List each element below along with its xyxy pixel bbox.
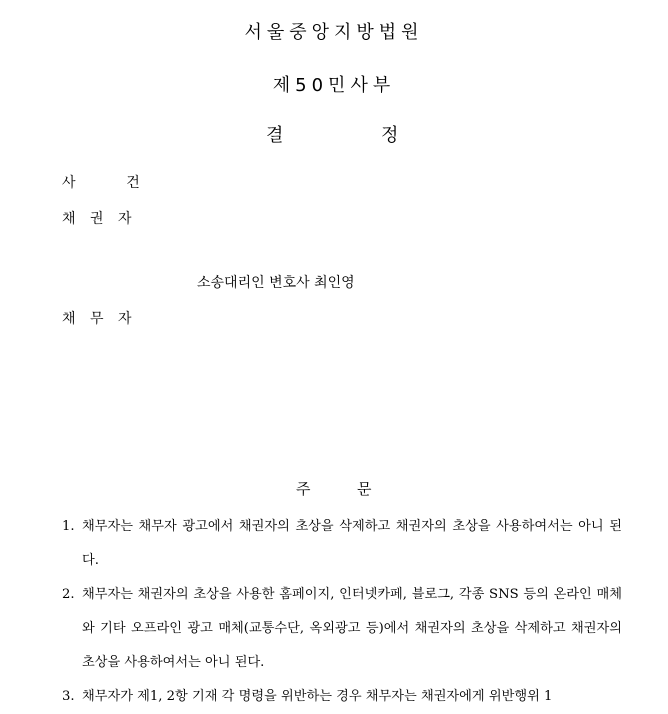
case-label: 사 건 (62, 175, 140, 191)
order-item-text: 채무자는 채권자의 초상을 사용한 홈페이지, 인터넷카페, 블로그, 각종 SNS 등의 온라인 매체와 기타 오프라인 광고 매체(교통수단, 옥외광고 등)에서 채권자의 초상을 삭제하고 채권자의 초상을 사용하여서는 아니 된다. (82, 587, 622, 670)
order-item-number: 2. (62, 587, 75, 602)
order-heading (0, 478, 668, 502)
creditor-agent: 소송대리인 변호사 최인영 (197, 275, 355, 291)
order-heading-char-1: 주 (296, 480, 311, 498)
document-type (0, 121, 668, 145)
order-item (62, 680, 622, 714)
order-item (62, 510, 622, 578)
order-item-text: 채무자는 채무자 광고에서 채권자의 초상을 삭제하고 채권자의 초상을 사용하여서는 아니 된다. (82, 519, 622, 568)
order-heading-char-2: 문 (357, 480, 372, 498)
order-item-number: 1. (62, 519, 75, 534)
document-type-char-1: 결 (266, 125, 284, 146)
order-item-text: 채무자가 제1, 2항 기재 각 명령을 위반하는 경우 채무자는 채권자에게 위반행위 1 (82, 689, 553, 704)
document-type-char-2: 정 (381, 125, 399, 146)
order-item (62, 578, 622, 680)
order-item-number: 3. (62, 689, 75, 704)
order-list (62, 510, 622, 714)
creditor-label: 채 권 자 (62, 211, 132, 227)
division-name: 제50민사부 (272, 75, 396, 96)
court-name: 서울중앙지방법원 (244, 22, 424, 43)
debtor-label: 채 무 자 (62, 311, 132, 327)
